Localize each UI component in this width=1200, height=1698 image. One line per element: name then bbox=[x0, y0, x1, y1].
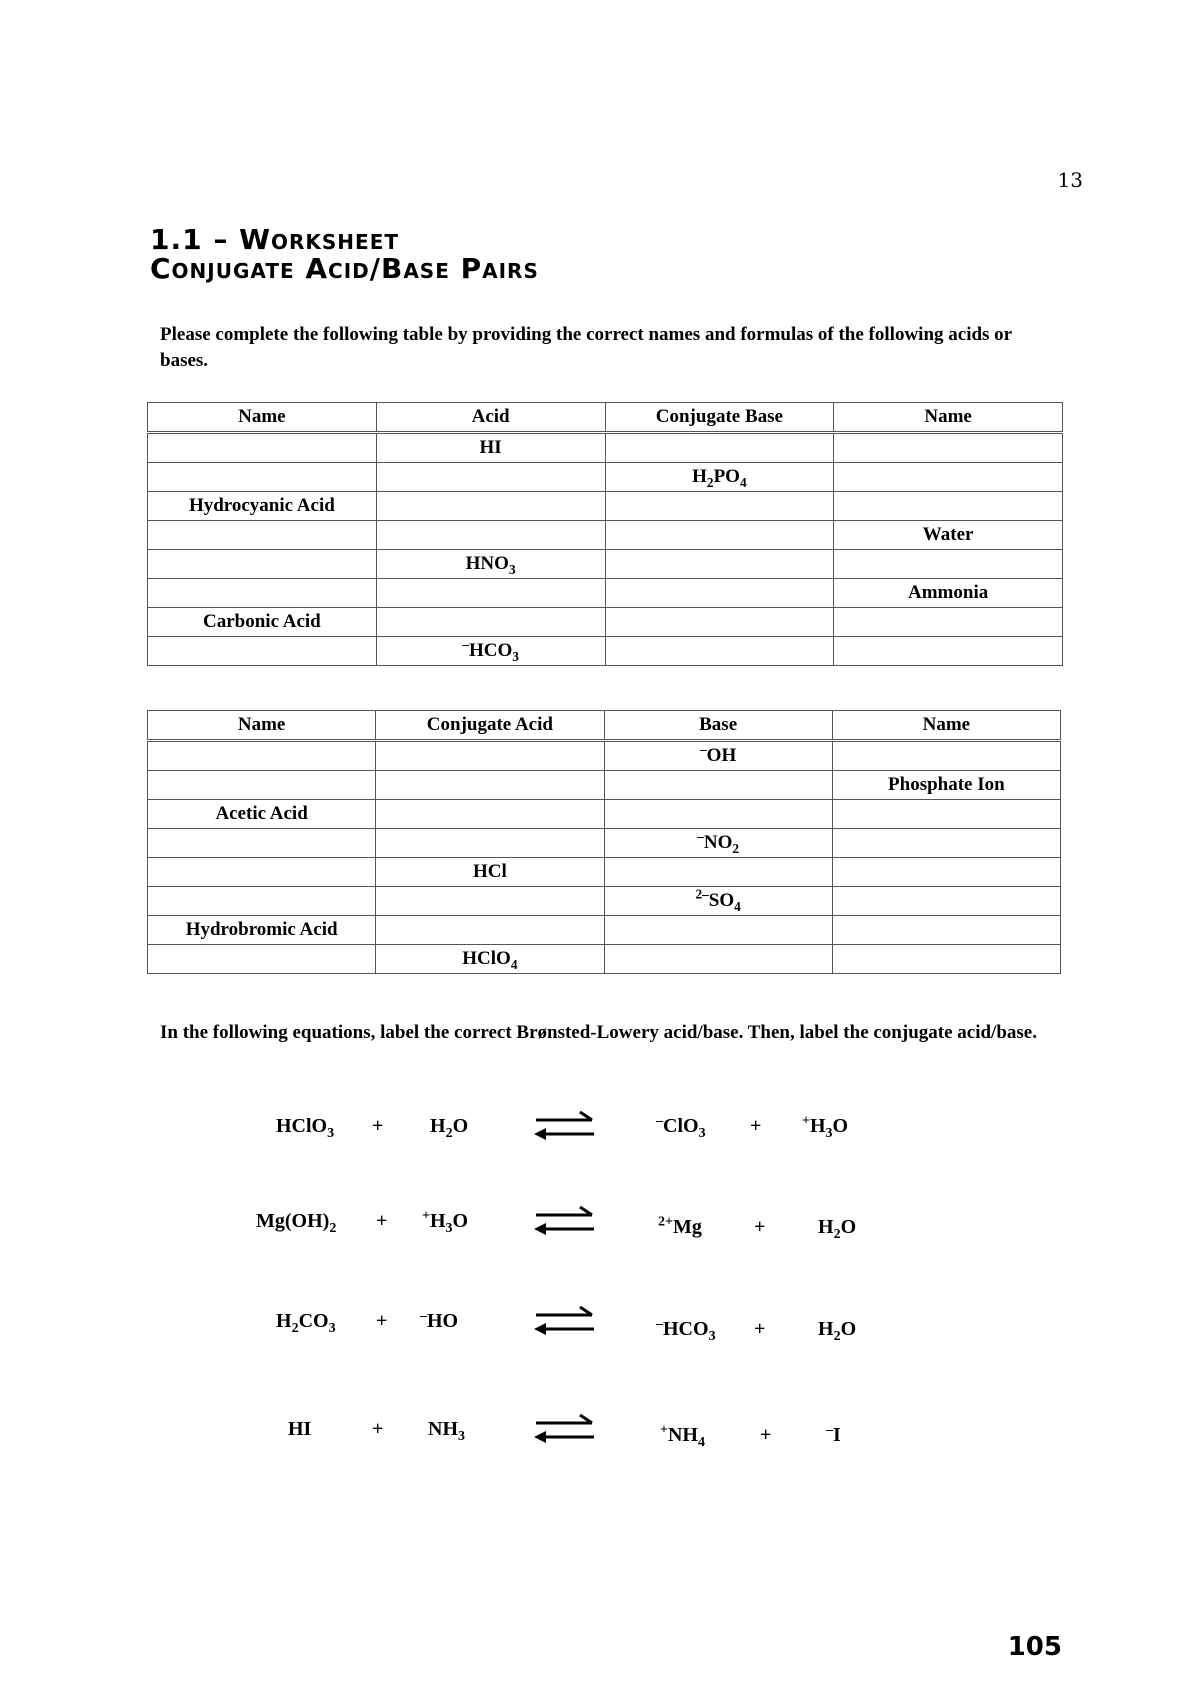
table-cell: $^-HCO_3$ bbox=[376, 637, 605, 666]
equilibrium-arrow-icon bbox=[530, 1302, 600, 1342]
answer-blank-cell[interactable] bbox=[834, 608, 1063, 637]
answer-blank-cell[interactable] bbox=[376, 741, 604, 771]
column-header: Conjugate Base bbox=[605, 403, 834, 433]
answer-blank-cell[interactable] bbox=[376, 887, 604, 916]
table-cell: Hydrocyanic Acid bbox=[148, 492, 377, 521]
table-row bbox=[148, 579, 1063, 608]
equation-instructions: In the following equations, label the correct Brønsted-Lowery acid/base. Then, label the conjugate acid/base. bbox=[160, 1022, 1037, 1043]
answer-blank-cell[interactable] bbox=[148, 433, 377, 463]
table-row bbox=[148, 550, 1063, 579]
table-row bbox=[148, 492, 1063, 521]
answer-blank-cell[interactable] bbox=[605, 550, 834, 579]
table-cell: $H_2PO_4$ bbox=[605, 463, 834, 492]
answer-blank-cell[interactable] bbox=[148, 945, 376, 974]
answer-blank-cell[interactable] bbox=[376, 829, 604, 858]
table-row bbox=[148, 521, 1063, 550]
reactant-1: $H_2CO_3$ bbox=[276, 1310, 336, 1336]
answer-blank-cell[interactable] bbox=[832, 945, 1060, 974]
product-2: $H_2O$ bbox=[818, 1216, 857, 1242]
equilibrium-arrow-icon bbox=[530, 1202, 600, 1242]
answer-blank-cell[interactable] bbox=[376, 521, 605, 550]
acid-conjugate-base-table bbox=[147, 402, 1063, 666]
table-row bbox=[148, 637, 1063, 666]
answer-blank-cell[interactable] bbox=[604, 916, 832, 945]
conjugate-acid-base-table bbox=[147, 710, 1061, 974]
table-cell: $^{2-}SO_4$ bbox=[604, 887, 832, 916]
answer-blank-cell[interactable] bbox=[605, 579, 834, 608]
plus-sign: + bbox=[754, 1216, 766, 1238]
equation-row bbox=[0, 1115, 1200, 1155]
table-row bbox=[148, 916, 1061, 945]
table-cell: Phosphate Ion bbox=[832, 771, 1060, 800]
answer-blank-cell[interactable] bbox=[376, 800, 604, 829]
plus-sign: + bbox=[376, 1210, 388, 1232]
answer-blank-cell[interactable] bbox=[604, 945, 832, 974]
page-number-top: 13 bbox=[1057, 168, 1083, 192]
answer-blank-cell[interactable] bbox=[148, 463, 377, 492]
answer-blank-cell[interactable] bbox=[376, 916, 604, 945]
equation-row bbox=[0, 1310, 1200, 1350]
answer-blank-cell[interactable] bbox=[834, 492, 1063, 521]
answer-blank-cell[interactable] bbox=[832, 916, 1060, 945]
answer-blank-cell[interactable] bbox=[604, 800, 832, 829]
answer-blank-cell[interactable] bbox=[376, 579, 605, 608]
answer-blank-cell[interactable] bbox=[834, 550, 1063, 579]
table-header-row bbox=[148, 403, 1063, 433]
column-header: Base bbox=[604, 711, 832, 741]
answer-blank-cell[interactable] bbox=[148, 550, 377, 579]
answer-blank-cell[interactable] bbox=[604, 858, 832, 887]
equation-row bbox=[0, 1418, 1200, 1458]
table-row bbox=[148, 945, 1061, 974]
answer-blank-cell[interactable] bbox=[832, 887, 1060, 916]
table-row bbox=[148, 741, 1061, 771]
table-cell: $HNO_3$ bbox=[376, 550, 605, 579]
reactant-2: $NH_3$ bbox=[428, 1418, 465, 1444]
table-cell: Carbonic Acid bbox=[148, 608, 377, 637]
equilibrium-arrow-icon bbox=[530, 1410, 600, 1450]
answer-blank-cell[interactable] bbox=[148, 858, 376, 887]
product-1: $^{2+}$Mg bbox=[658, 1214, 702, 1238]
product-2: $^+H_3O$ bbox=[802, 1113, 849, 1141]
column-header: Conjugate Acid bbox=[376, 711, 604, 741]
plus-sign: + bbox=[754, 1318, 766, 1340]
plus-sign: + bbox=[372, 1418, 384, 1440]
table-cell: HClO$_4$ bbox=[376, 945, 604, 974]
product-2: $H_2O$ bbox=[818, 1318, 857, 1344]
answer-blank-cell[interactable] bbox=[376, 492, 605, 521]
table-cell: $^-NO_2$ bbox=[604, 829, 832, 858]
answer-blank-cell[interactable] bbox=[376, 608, 605, 637]
product-1: $^+NH_4$ bbox=[660, 1422, 705, 1450]
answer-blank-cell[interactable] bbox=[605, 433, 834, 463]
column-header: Name bbox=[148, 711, 376, 741]
equation-row bbox=[0, 1210, 1200, 1250]
reactant-2: $H_2O$ bbox=[430, 1115, 469, 1141]
answer-blank-cell[interactable] bbox=[832, 858, 1060, 887]
product-2: –I bbox=[826, 1422, 841, 1446]
table-cell: –OH bbox=[604, 741, 832, 771]
answer-blank-cell[interactable] bbox=[832, 800, 1060, 829]
answer-blank-cell[interactable] bbox=[376, 771, 604, 800]
answer-blank-cell[interactable] bbox=[148, 887, 376, 916]
answer-blank-cell[interactable] bbox=[834, 637, 1063, 666]
table-row bbox=[148, 887, 1061, 916]
table-cell: Hydrobromic Acid bbox=[148, 916, 376, 945]
plus-sign: + bbox=[376, 1310, 388, 1332]
answer-blank-cell[interactable] bbox=[148, 579, 377, 608]
table-cell: HI bbox=[376, 433, 605, 463]
reactant-2: –HO bbox=[420, 1308, 459, 1332]
equilibrium-arrow-icon bbox=[530, 1107, 600, 1147]
answer-blank-cell[interactable] bbox=[376, 463, 605, 492]
table-row bbox=[148, 800, 1061, 829]
reactant-1: HClO$_3$ bbox=[276, 1115, 335, 1141]
answer-blank-cell[interactable] bbox=[605, 637, 834, 666]
table-cell: Acetic Acid bbox=[148, 800, 376, 829]
answer-blank-cell[interactable] bbox=[148, 521, 377, 550]
reactant-1: HI bbox=[288, 1418, 312, 1440]
table-row bbox=[148, 608, 1063, 637]
answer-blank-cell[interactable] bbox=[832, 829, 1060, 858]
column-header: Name bbox=[148, 403, 377, 433]
table-cell: Water bbox=[834, 521, 1063, 550]
table-row bbox=[148, 463, 1063, 492]
answer-blank-cell[interactable] bbox=[605, 608, 834, 637]
worksheet-title: 1.1 – Worksheet bbox=[150, 223, 399, 256]
answer-blank-cell[interactable] bbox=[605, 492, 834, 521]
reactant-1: $Mg(OH)_2$ bbox=[256, 1210, 337, 1236]
table-row bbox=[148, 771, 1061, 800]
column-header: Name bbox=[834, 403, 1063, 433]
answer-blank-cell[interactable] bbox=[832, 741, 1060, 771]
plus-sign: + bbox=[750, 1115, 762, 1137]
page-number-bottom: 105 bbox=[1007, 1632, 1062, 1662]
plus-sign: + bbox=[760, 1424, 772, 1446]
intro-instructions: Please complete the following table by providing the correct names and formulas of the following acids or bases. bbox=[160, 324, 1012, 371]
answer-blank-cell[interactable] bbox=[148, 829, 376, 858]
table-row bbox=[148, 858, 1061, 887]
plus-sign: + bbox=[372, 1115, 384, 1137]
table-cell: Ammonia bbox=[834, 579, 1063, 608]
answer-blank-cell[interactable] bbox=[834, 433, 1063, 463]
answer-blank-cell[interactable] bbox=[605, 521, 834, 550]
answer-blank-cell[interactable] bbox=[834, 463, 1063, 492]
table-row bbox=[148, 829, 1061, 858]
table-header-row bbox=[148, 711, 1061, 741]
table-row bbox=[148, 433, 1063, 463]
table-cell: HCl bbox=[376, 858, 604, 887]
answer-blank-cell[interactable] bbox=[148, 637, 377, 666]
worksheet-subtitle: Conjugate Acid/Base Pairs bbox=[150, 252, 539, 285]
column-header: Acid bbox=[376, 403, 605, 433]
answer-blank-cell[interactable] bbox=[148, 741, 376, 771]
column-header: Name bbox=[832, 711, 1060, 741]
answer-blank-cell[interactable] bbox=[148, 771, 376, 800]
product-1: $^-HCO_3$ bbox=[656, 1316, 716, 1344]
reactant-2: $^+H_3O$ bbox=[422, 1208, 469, 1236]
answer-blank-cell[interactable] bbox=[604, 771, 832, 800]
product-1: –ClO$_3$ bbox=[656, 1113, 706, 1141]
